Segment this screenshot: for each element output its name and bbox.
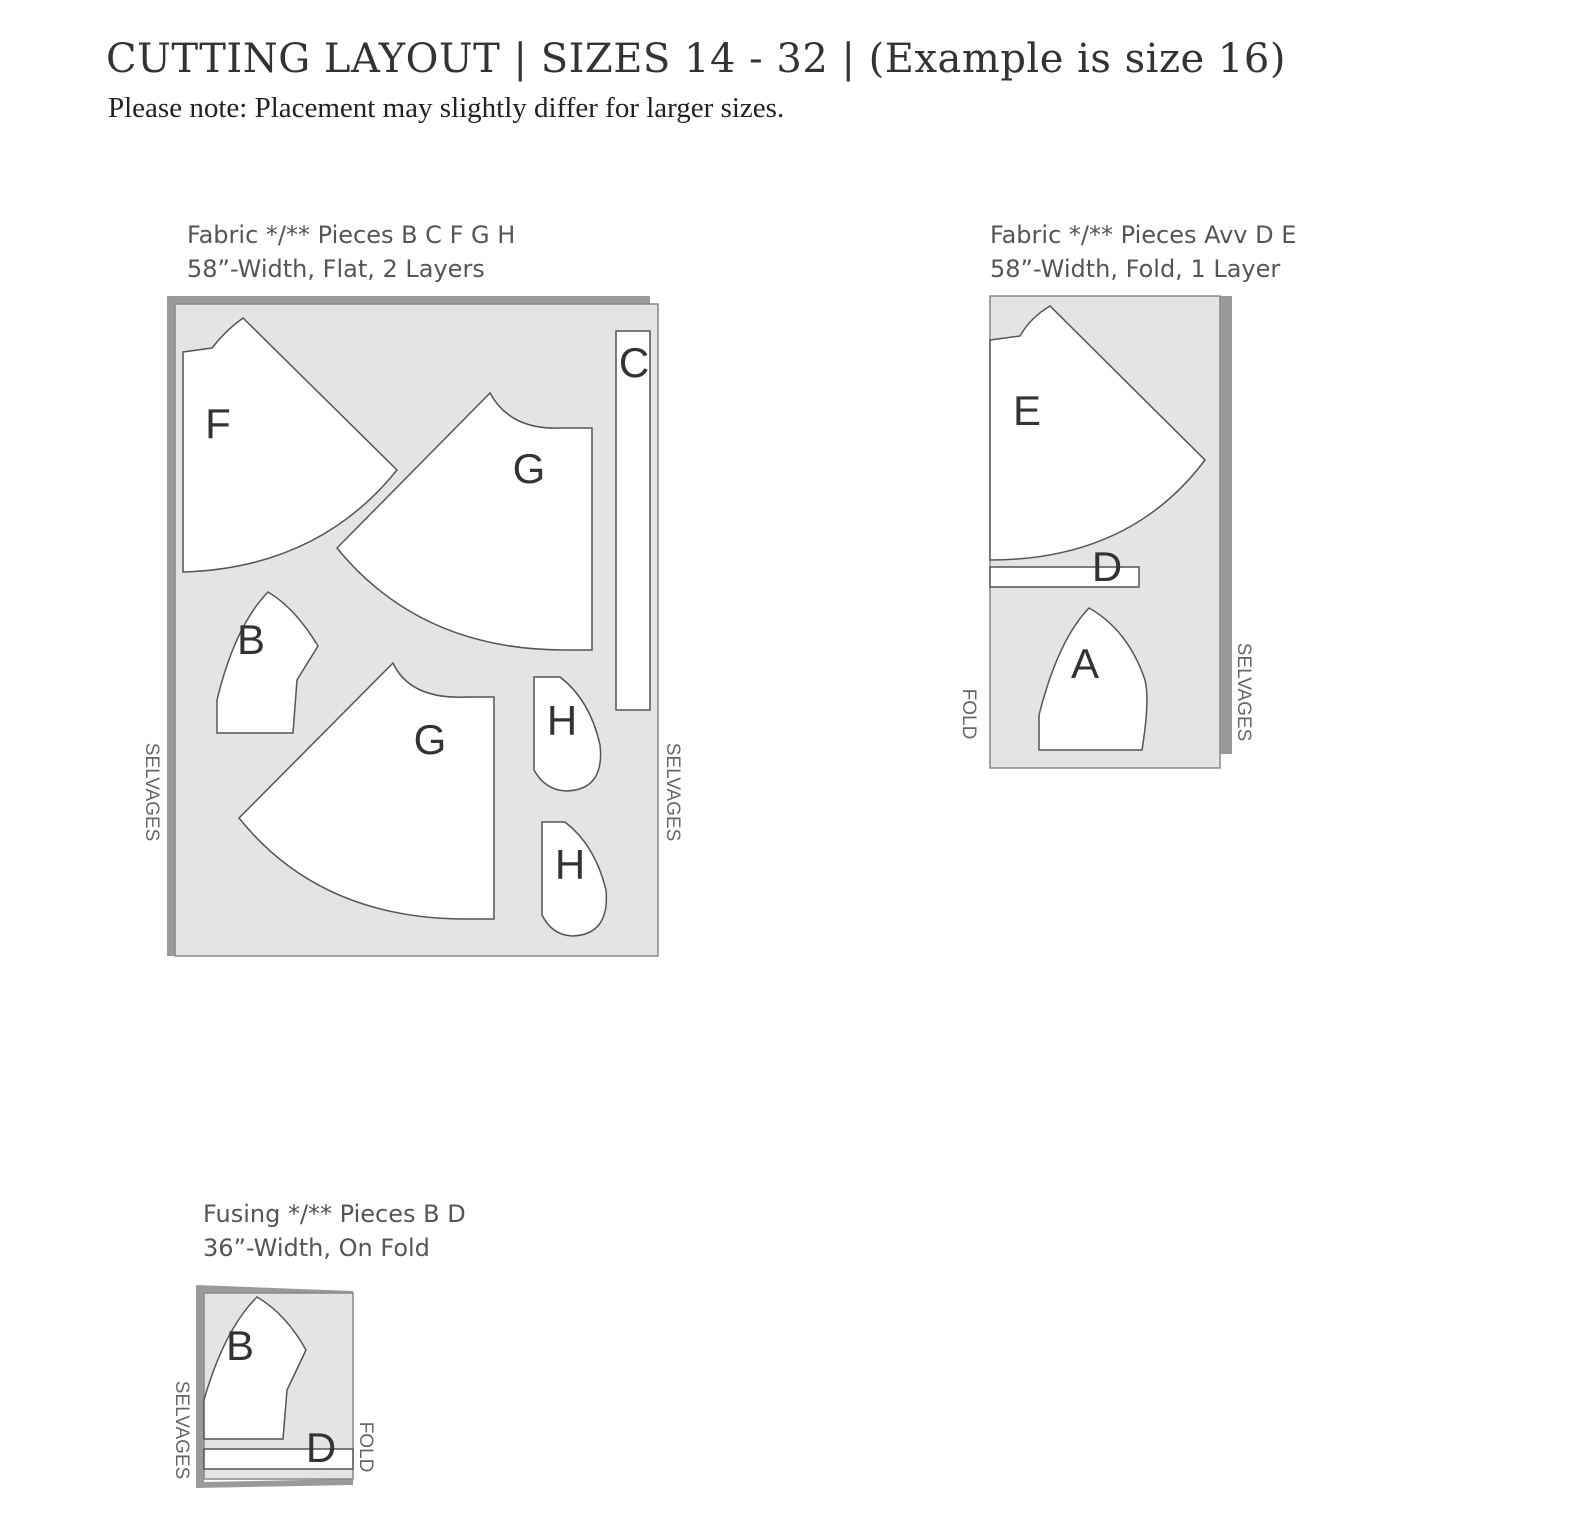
layout-3-side-right: FOLD	[355, 1421, 376, 1473]
layout-1-label-c: C	[618, 339, 650, 386]
layout-2-diagram	[958, 296, 1254, 768]
layout-1-piece-c	[616, 331, 650, 710]
layout-2-caption-line2: 58”-Width, Fold, 1 Layer	[990, 255, 1281, 283]
layout-2-label-a: A	[1070, 640, 1100, 687]
layout-2-label-d: D	[1091, 543, 1123, 590]
page-title: CUTTING LAYOUT | SIZES 14 - 32 | (Example is size 16)	[106, 36, 1286, 82]
layout-2-caption-line1: Fabric */** Pieces Avv D E	[990, 221, 1297, 249]
layout-1-top-edge	[167, 296, 650, 304]
layout-1-label-g-upper: G	[512, 445, 546, 492]
layout-1-side-left: SELVAGES	[141, 742, 162, 842]
layout-2-side-right: SELVAGES	[1233, 642, 1254, 742]
layout-1-caption-line1: Fabric */** Pieces B C F G H	[187, 221, 516, 249]
layout-1-left-selvage-edge	[167, 296, 175, 956]
layout-3-label-b: B	[225, 1322, 255, 1369]
layout-1-label-g-lower: G	[413, 716, 447, 763]
layout-3-side-left: SELVAGES	[171, 1380, 192, 1480]
layout-3-caption-line2: 36”-Width, On Fold	[203, 1234, 430, 1262]
layout-2-side-left: FOLD	[958, 688, 979, 740]
layout-1-label-b: B	[236, 616, 266, 663]
layout-3-label-d: D	[305, 1424, 337, 1471]
layout-1-label-f: F	[205, 400, 231, 447]
layout-2-label-e: E	[1012, 387, 1042, 434]
layout-1-diagram	[141, 296, 683, 956]
layout-1-caption-line2: 58”-Width, Flat, 2 Layers	[187, 255, 485, 283]
layout-1-label-h-lower: H	[554, 841, 586, 888]
layout-1-side-right: SELVAGES	[662, 742, 683, 842]
placement-note: Please note: Placement may slightly differ for larger sizes.	[108, 92, 785, 124]
layout-3-caption-line1: Fusing */** Pieces B D	[203, 1200, 466, 1228]
layout-2-right-selvage-edge	[1220, 296, 1232, 754]
layout-1-label-h-upper: H	[546, 697, 578, 744]
layout-3-diagram	[171, 1285, 376, 1488]
